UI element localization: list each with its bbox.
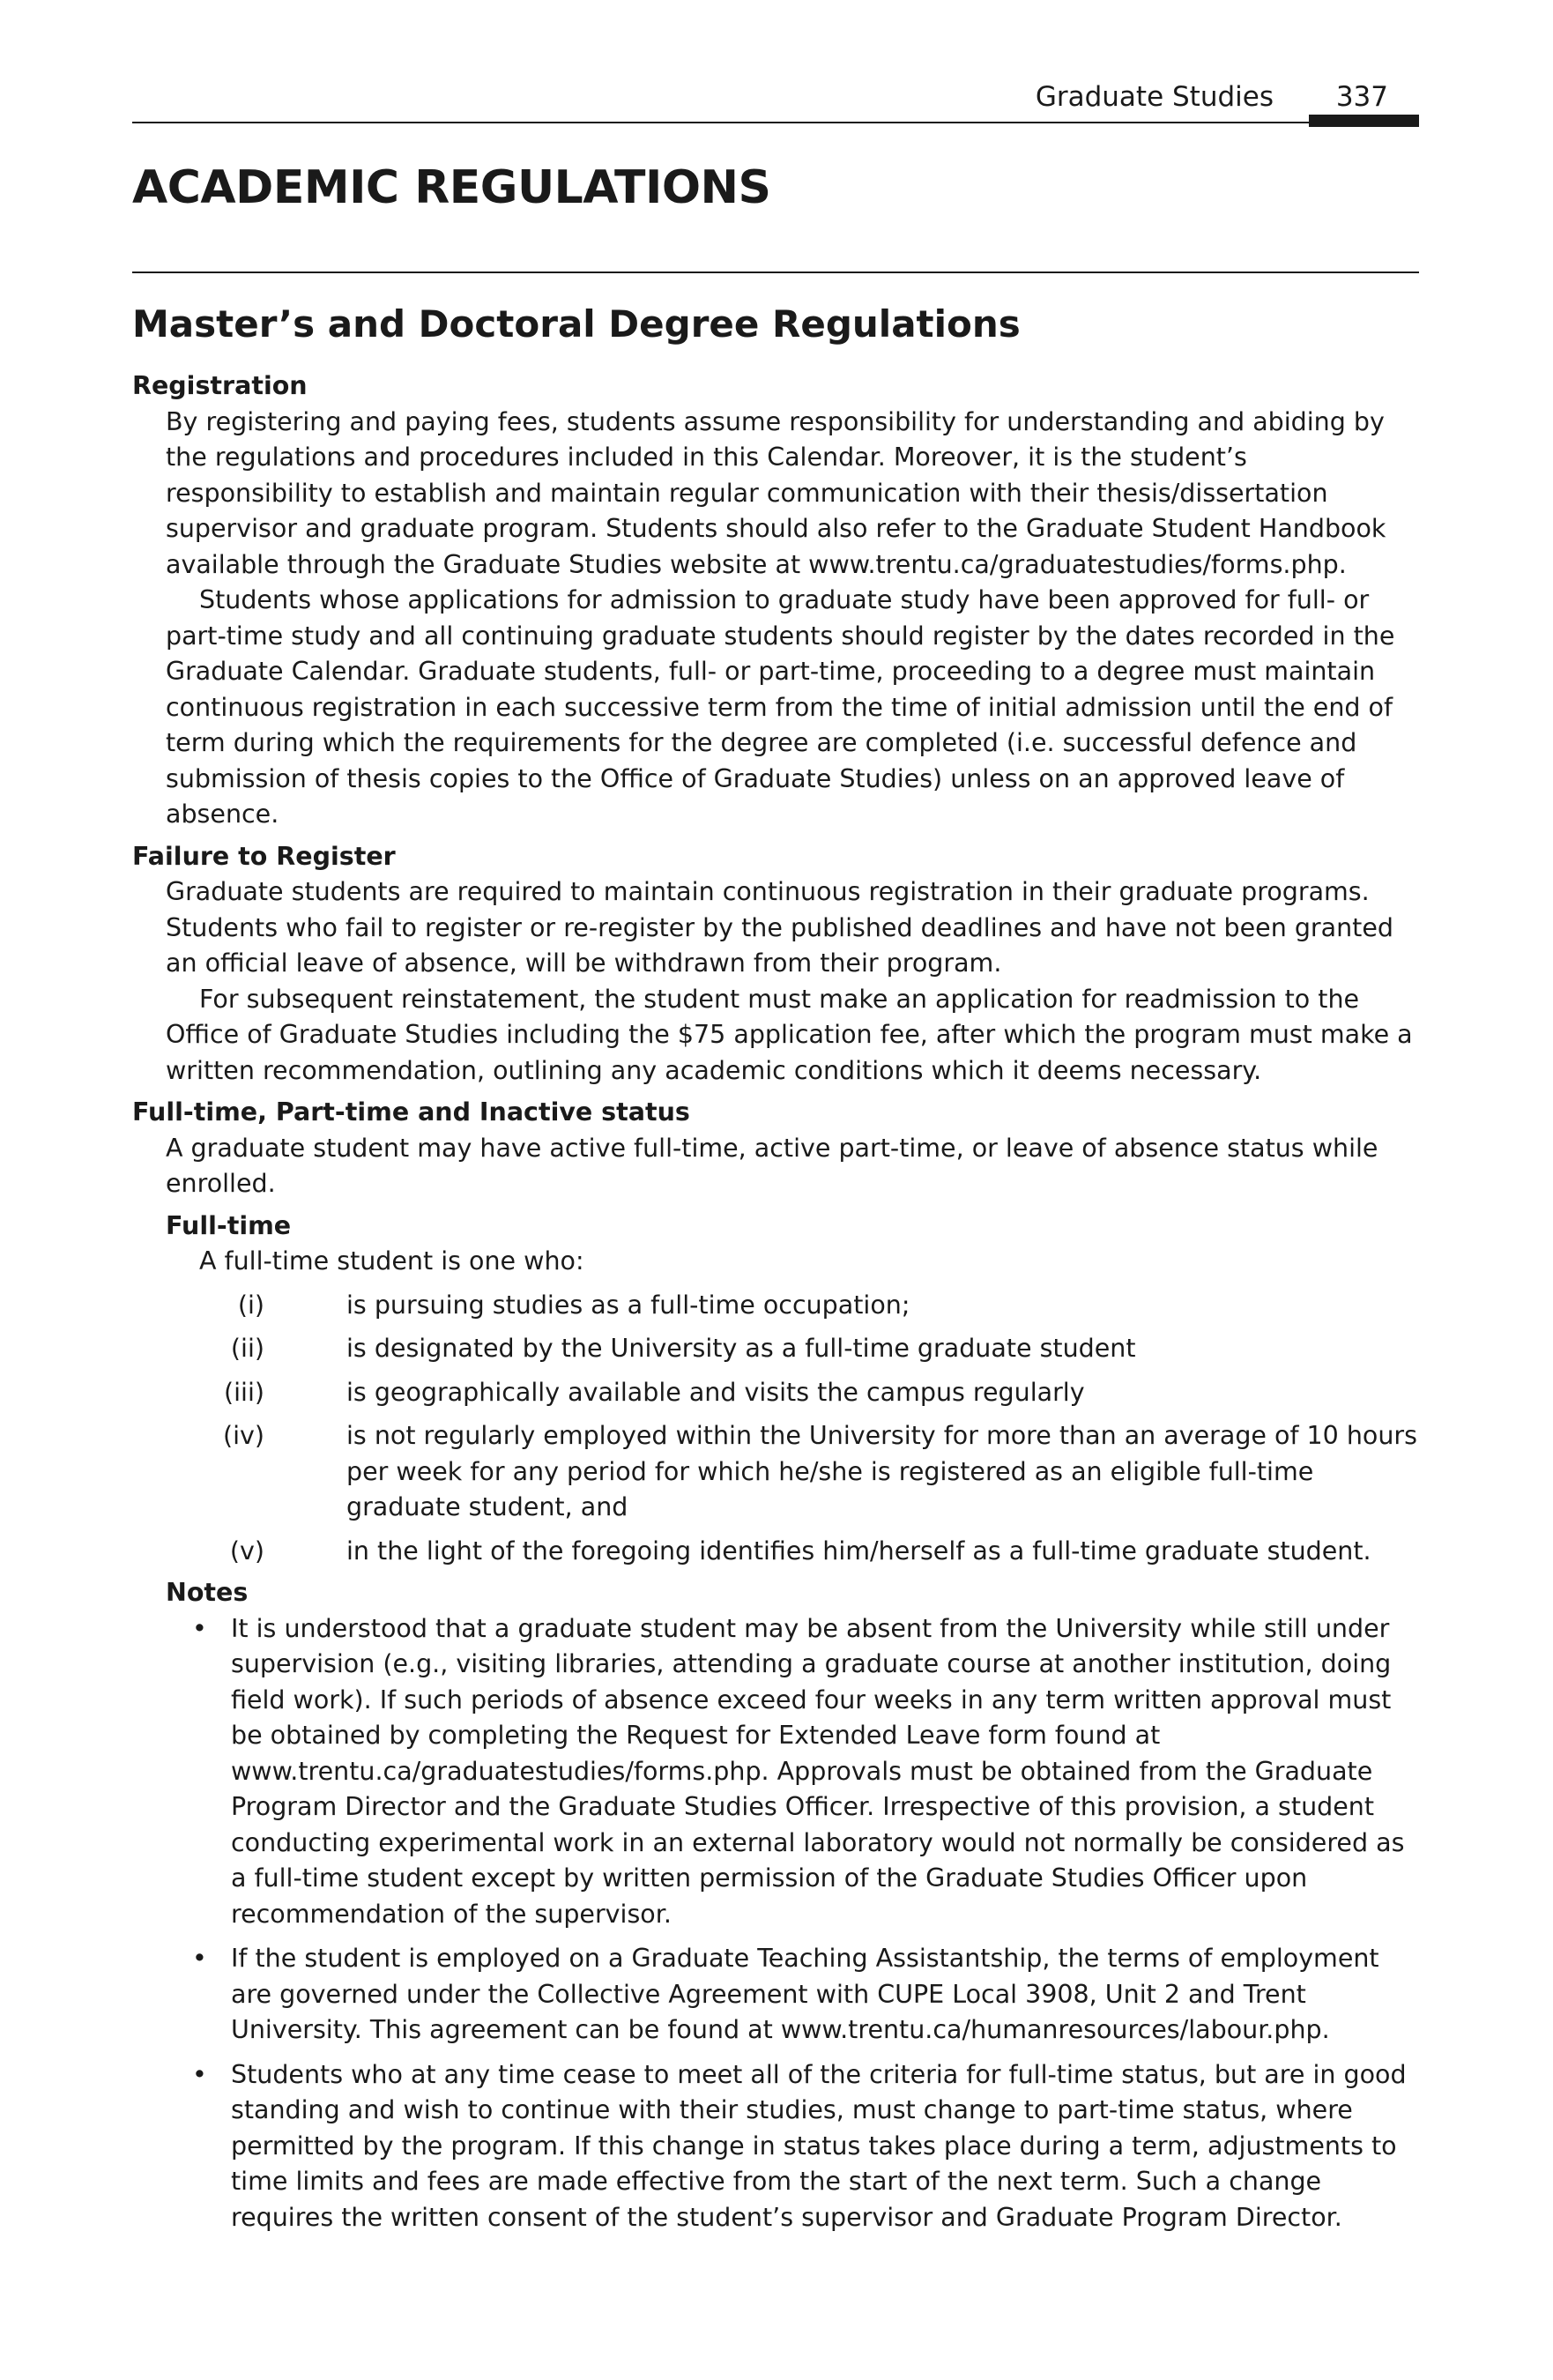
bullet-icon: • xyxy=(192,1613,207,1643)
bullet-icon: • xyxy=(192,1944,207,1973)
note-item xyxy=(132,2057,1419,2236)
failure-to-register-body xyxy=(132,874,1419,1089)
note-text: If the student is employed on a Graduate Teaching Assistantship, the terms of employment are governed under the Collective Agreement with CUPE Local 3908, Unit 2 and Trent University. This agreement can be found at www.trentu.ca/humanresources/labour.php. xyxy=(231,1944,1379,2044)
criteria-item xyxy=(132,1331,1419,1367)
page-title: ACADEMIC REGULATIONS xyxy=(132,161,771,214)
full-time-criteria-list xyxy=(132,1288,1419,1570)
criteria-marker: (iv) xyxy=(222,1421,264,1450)
full-time-intro: A full-time student is one who: xyxy=(199,1246,584,1276)
criteria-item xyxy=(132,1288,1419,1324)
registration-heading: Registration xyxy=(132,371,308,400)
criteria-marker: (iii) xyxy=(224,1377,264,1407)
criteria-item xyxy=(132,1375,1419,1411)
registration-paragraph-1: By registering and paying fees, students assume responsibility for understanding and abiding by the regulations and procedures included in this Calendar. Moreover, it is the student’s responsibility to establish and maintain regular communication with their thesis/dissertation supervisor and graduate program. Students should also refer to the Graduate Student Handbook available through the Graduate Studies website at www.trentu.ca/graduatestudies/forms.php. xyxy=(166,406,1386,579)
section-title: Master’s and Doctoral Degree Regulations xyxy=(132,302,1021,346)
registration-paragraph-2: Students whose applications for admission to graduate study have been approved for full- or part-time study and all continuing graduate students should register by the dates recorded in the Graduate Calendar. Graduate students, full- or part-time, proceeding to a degree must maintain continuous registration in each successive term from the time of initial admission until the end of term during which the requirements for the degree are completed (i.e. successful defence and submission of thesis copies to the Office of Graduate Studies) unless on an approved leave of absence. xyxy=(166,585,1395,829)
header-rule xyxy=(132,122,1419,123)
title-rule xyxy=(132,271,1419,273)
criteria-marker: (v) xyxy=(229,1536,264,1566)
notes-heading: Notes xyxy=(166,1578,249,1607)
page-number: 337 xyxy=(1335,81,1388,113)
criteria-marker: (i) xyxy=(237,1290,264,1320)
criteria-text: in the light of the foregoing identifies him/herself as a full-time graduate student. xyxy=(346,1536,1371,1566)
page-header xyxy=(132,79,1419,132)
bullet-icon: • xyxy=(192,2059,207,2089)
notes-list xyxy=(132,1611,1419,2236)
status-paragraph: A graduate student may have active full-time, active part-time, or leave of absence status while enrolled. xyxy=(166,1133,1378,1198)
criteria-text: is designated by the University as a full-time graduate student xyxy=(346,1334,1136,1363)
note-text: It is understood that a graduate student may be absent from the University while still under supervision (e.g., visiting libraries, attending a graduate course at another institution, doing field work). If such periods of absence exceed four weeks in any term written approval must be obtained by completing the Request for Extended Leave form found at www.trentu.ca/graduatestudies/forms.php. Approvals must be obtained from the Graduate Program Director and the Graduate Studies Officer. Irrespective of this provision, a student conducting experimental work in an external laboratory would not normally be considered as a full-time student except by written permission of the Graduate Studies Officer upon recommendation of the supervisor. xyxy=(231,1613,1405,1929)
note-item xyxy=(132,1941,1419,2049)
full-time-heading: Full-time xyxy=(166,1210,292,1240)
failure-paragraph-1: Graduate students are required to maintain continuous registration in their graduate programs. Students who fail to register or re-register by the published deadlines and have not been granted an official leave of absence, will be withdrawn from their program. xyxy=(166,877,1393,978)
status-body xyxy=(132,1131,1419,1202)
criteria-text: is pursuing studies as a full-time occupation; xyxy=(346,1290,910,1320)
criteria-item xyxy=(132,1418,1419,1526)
criteria-text: is not regularly employed within the University for more than an average of 10 hours per week for any period for which he/she is registered as an eligible full-time graduate student, and xyxy=(346,1421,1417,1521)
failure-to-register-heading: Failure to Register xyxy=(132,841,396,871)
note-text: Students who at any time cease to meet all of the criteria for full-time status, but are in good standing and wish to continue with their studies, must change to part-time status, where permitted by the program. If this change in status takes place during a term, adjustments to time limits and fees are made effective from the start of the next term. Such a change requires the written consent of the student’s supervisor and Graduate Program Director. xyxy=(231,2059,1407,2232)
status-heading: Full-time, Part-time and Inactive status xyxy=(132,1097,690,1127)
page-content xyxy=(132,368,1419,2235)
failure-paragraph-2: For subsequent reinstatement, the student must make an application for readmission to the Office of Graduate Studies including the $75 application fee, after which the program must make a written recommendation, outlining any academic conditions which it deems necessary. xyxy=(166,984,1413,1085)
header-tab-marker xyxy=(1309,115,1419,127)
criteria-marker: (ii) xyxy=(230,1334,264,1363)
criteria-text: is geographically available and visits the campus regularly xyxy=(346,1377,1085,1407)
running-header: Graduate Studies xyxy=(1035,81,1274,113)
note-item xyxy=(132,1611,1419,1933)
criteria-item xyxy=(132,1534,1419,1570)
registration-body xyxy=(132,405,1419,833)
